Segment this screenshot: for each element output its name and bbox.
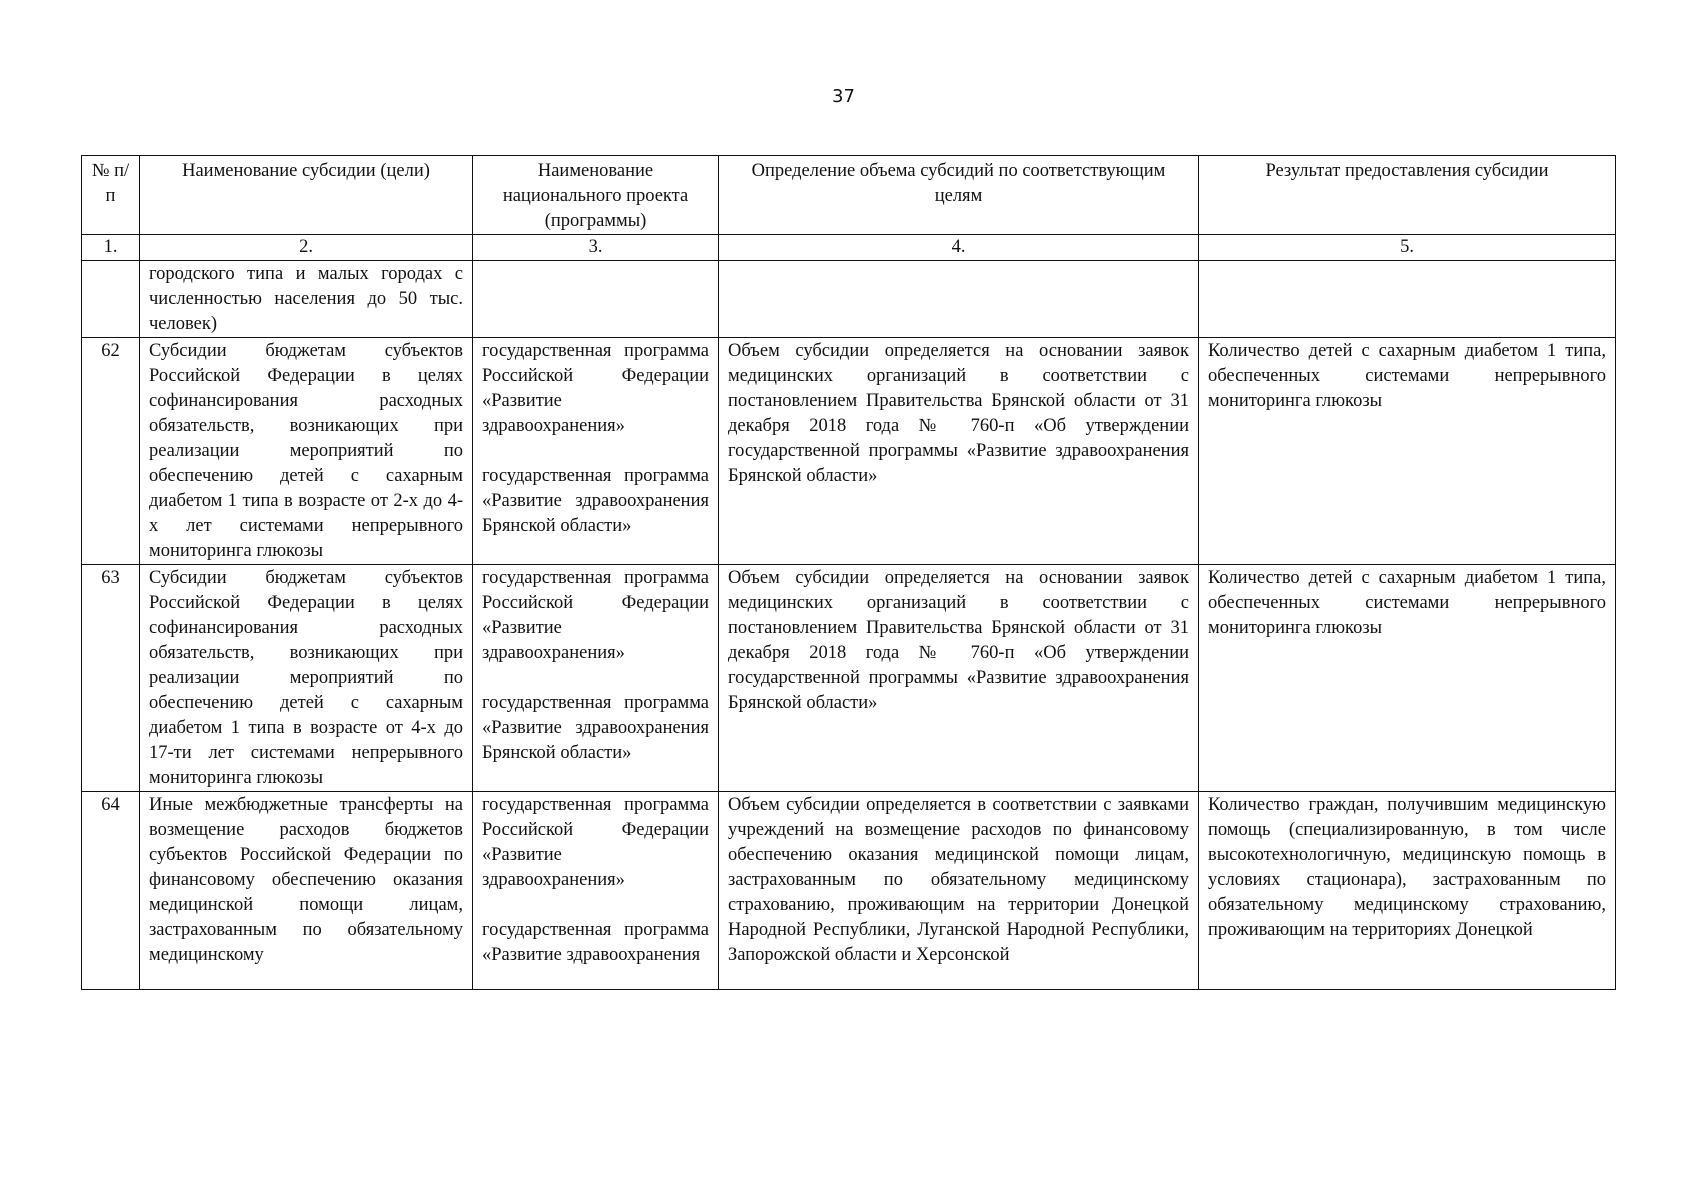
row-program <box>473 338 719 565</box>
table-row-continuation <box>82 261 1616 338</box>
header-name: Наименование субсидии (цели) <box>140 156 473 235</box>
row-name: Иные межбюджетные трансферты на возмещение расходов бюджетов субъектов Российской Федерации по финансовому обеспечению оказания медицинской помощи лицам, застрахованным по обязательному медицинскому <box>140 792 473 990</box>
row-num: 64 <box>82 792 140 990</box>
header-volume: Определение объема субсидий по соответствующим целям <box>719 156 1199 235</box>
header-num: № п/п <box>82 156 140 235</box>
row-name: городского типа и малых городах с численностью населения до 50 тыс. человек) <box>140 261 473 338</box>
program-federal: государственная программа Российской Федерации «Развитие здравоохранения» <box>482 341 709 436</box>
row-result: Количество детей с сахарным диабетом 1 типа, обеспеченных системами непрерывного мониторинга глюкозы <box>1199 338 1616 565</box>
row-name: Субсидии бюджетам субъектов Российской Федерации в целях софинансирования расходных обязательств, возникающих при реализации мероприятий по обеспечению детей с сахарным диабетом 1 типа в возрасте от 2-х до 4-х лет системами непрерывного мониторинга глюкозы <box>140 338 473 565</box>
header-program: Наименование национального проекта (программы) <box>473 156 719 235</box>
row-volume <box>719 261 1199 338</box>
row-num: 62 <box>82 338 140 565</box>
column-number: 5. <box>1199 235 1616 261</box>
column-number: 3. <box>473 235 719 261</box>
row-program <box>473 792 719 990</box>
table-row <box>82 565 1616 792</box>
row-result <box>1199 261 1616 338</box>
row-volume: Объем субсидии определяется на основании заявок медицинских организаций в соответствии с постановлением Правительства Брянской области от 31 декабря 2018 года № 760-п «Об утверждении государственной программы «Развитие здравоохранения Брянской области» <box>719 565 1199 792</box>
row-result: Количество граждан, получившим медицинскую помощь (специализированную, в том числе высокотехнологичную, медицинскую помощь в условиях стационара), застрахованным по обязательному медицинскому страхованию, проживающим на территориях Донецкой <box>1199 792 1616 990</box>
page-number: 37 <box>832 86 855 107</box>
column-number-row <box>82 235 1616 261</box>
program-federal: государственная программа Российской Федерации «Развитие здравоохранения» <box>482 568 709 663</box>
row-num <box>82 261 140 338</box>
column-number: 2. <box>140 235 473 261</box>
row-result: Количество детей с сахарным диабетом 1 типа, обеспеченных системами непрерывного мониторинга глюкозы <box>1199 565 1616 792</box>
table-row <box>82 792 1616 990</box>
table-row <box>82 338 1616 565</box>
row-program <box>473 261 719 338</box>
program-federal: государственная программа Российской Федерации «Развитие здравоохранения» <box>482 795 709 890</box>
header-result: Результат предоставления субсидии <box>1199 156 1616 235</box>
row-name: Субсидии бюджетам субъектов Российской Федерации в целях софинансирования расходных обязательств, возникающих при реализации мероприятий по обеспечению детей с сахарным диабетом 1 типа в возрасте от 4-х до 17-ти лет системами непрерывного мониторинга глюкозы <box>140 565 473 792</box>
column-number: 4. <box>719 235 1199 261</box>
row-volume: Объем субсидии определяется на основании заявок медицинских организаций в соответствии с постановлением Правительства Брянской области от 31 декабря 2018 года № 760-п «Об утверждении государственной программы «Развитие здравоохранения Брянской области» <box>719 338 1199 565</box>
column-number: 1. <box>82 235 140 261</box>
subsidy-table <box>81 155 1616 990</box>
table-header-row <box>82 156 1616 235</box>
program-regional: государственная программа «Развитие здравоохранения Брянской области» <box>482 693 709 763</box>
program-regional: государственная программа «Развитие здравоохранения <box>482 920 709 965</box>
program-regional: государственная программа «Развитие здравоохранения Брянской области» <box>482 466 709 536</box>
row-volume: Объем субсидии определяется в соответствии с заявками учреждений на возмещение расходов по финансовому обеспечению оказания медицинской помощи лицам, застрахованным по обязательному медицинскому страхованию, проживающим на территории Донецкой Народной Республики, Луганской Народной Республики, Запорожской области и Херсонской <box>719 792 1199 990</box>
row-num: 63 <box>82 565 140 792</box>
row-program <box>473 565 719 792</box>
